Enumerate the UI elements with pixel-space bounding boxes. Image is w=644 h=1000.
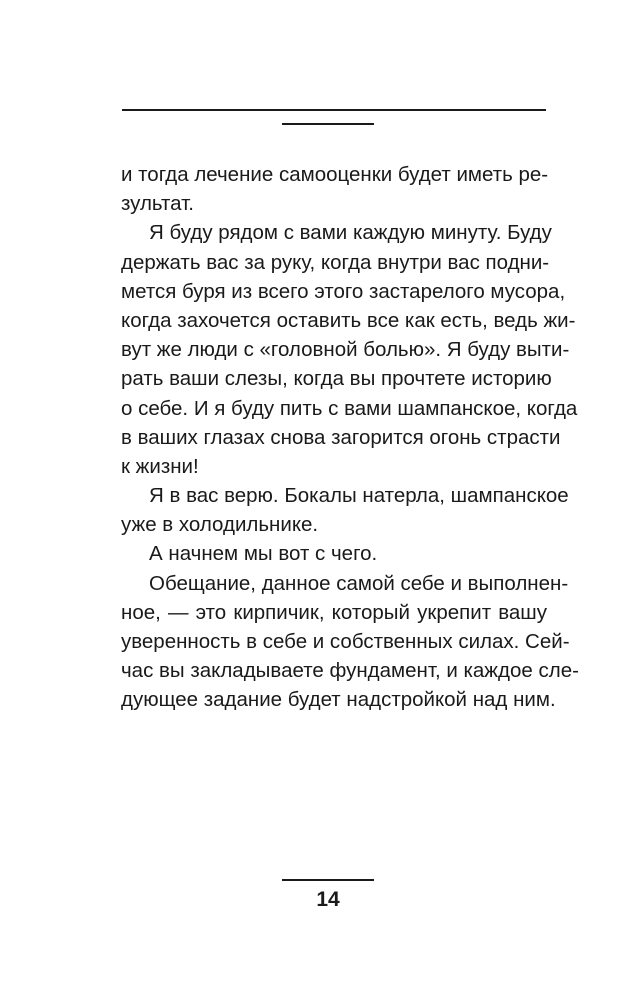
text-line: вут же люди с «головной болью». Я буду выти-: [121, 338, 570, 362]
header-rule-short: [282, 123, 374, 125]
text-line: в ваших глазах снова загорится огонь страсти: [121, 425, 561, 449]
text-line: час вы закладываете фундамент, и каждое сле-: [121, 659, 579, 683]
text-line: держать вас за руку, когда внутри вас подни-: [121, 250, 550, 274]
text-line: рать ваши слезы, когда вы прочтете историю: [121, 367, 552, 391]
text-line: уверенность в себе и собственных силах. Сей-: [121, 630, 570, 653]
text-line: зультат.: [121, 192, 194, 216]
text-line: к жизни!: [121, 454, 199, 478]
text-line: и тогда лечение самооценки будет иметь ре-: [121, 163, 549, 186]
page-number: 14: [316, 888, 340, 911]
text-line: уже в холодильнике.: [121, 513, 319, 537]
footer-rule: [282, 879, 374, 881]
text-line: Обещание, данное самой себе и выполнен-: [149, 571, 569, 595]
text-line: ное, — это кирпичик, который укрепит вашу: [121, 600, 547, 624]
text-line: о себе. И я буду пить с вами шампанское, когда: [121, 396, 578, 420]
text-line: Я в вас верю. Бокалы натерла, шампанское: [149, 484, 569, 508]
body-text: [121, 160, 579, 715]
text-line: когда захочется оставить все как есть, ведь жи-: [121, 308, 576, 332]
text-line: дующее задание будет надстройкой над ним.: [121, 688, 556, 712]
text-line: Я буду рядом с вами каждую минуту. Буду: [149, 221, 552, 245]
header-rule-long: [122, 109, 546, 111]
text-line: мется буря из всего этого застарелого мусора,: [121, 279, 566, 303]
text-line: А начнем мы вот с чего.: [149, 542, 378, 566]
